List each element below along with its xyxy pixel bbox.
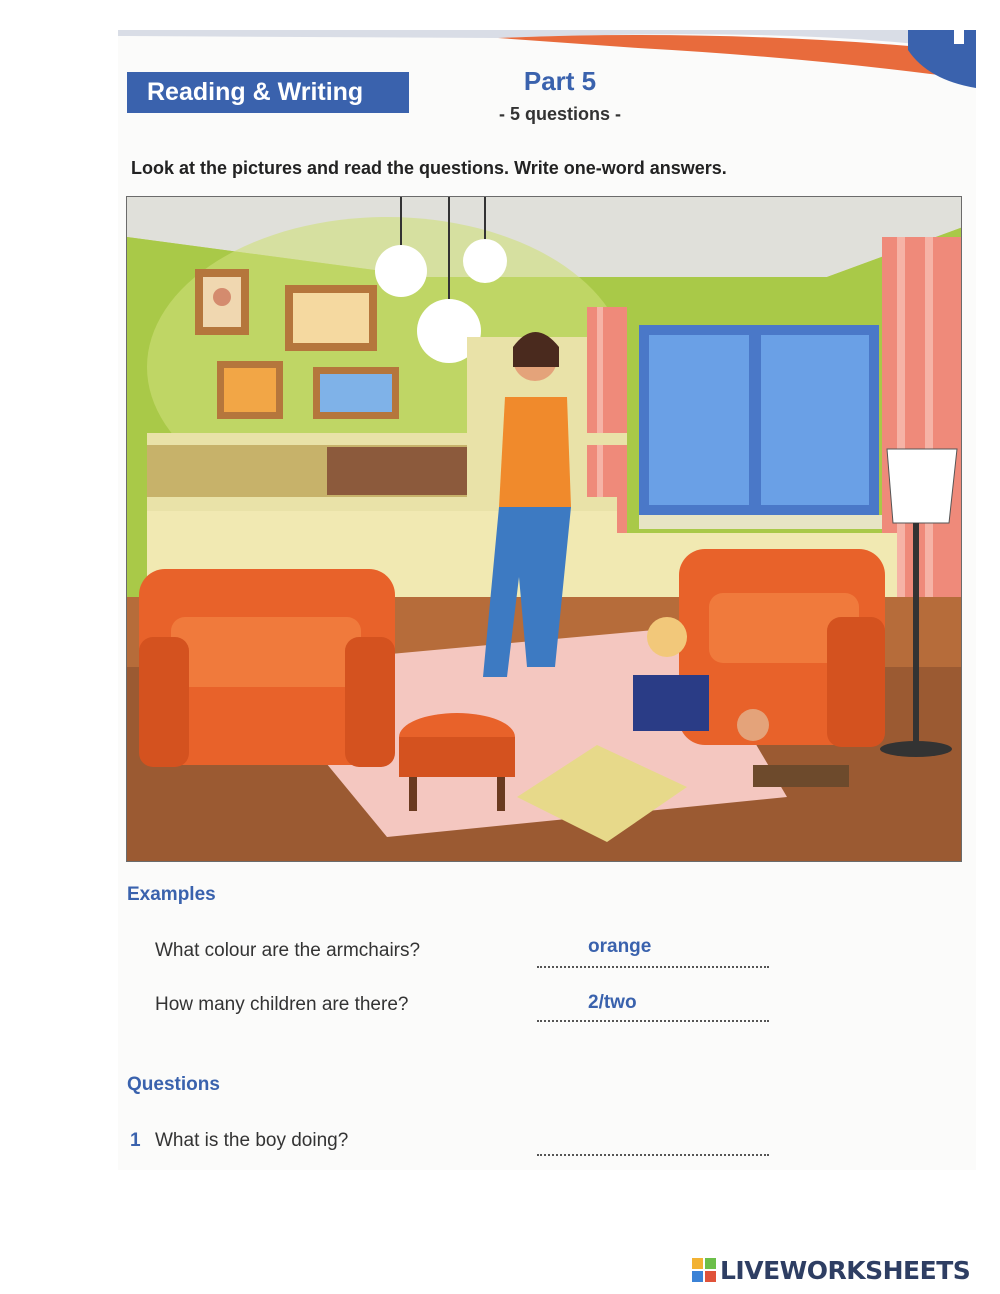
examples-heading: Examples bbox=[127, 884, 216, 905]
brand-mark-icon bbox=[692, 1258, 716, 1282]
question-number-1: 1 bbox=[130, 1130, 141, 1151]
question-1: What is the boy doing? bbox=[155, 1130, 349, 1151]
part-title: Part 5 bbox=[523, 66, 597, 96]
instruction-text: Look at the pictures and read the questions. Write one-word answers. bbox=[131, 158, 727, 178]
example-answer-line-2 bbox=[537, 998, 769, 1022]
living-room-illustration bbox=[126, 196, 962, 862]
example-answer-line-1 bbox=[537, 944, 769, 968]
section-label: Reading & Writing bbox=[127, 72, 409, 113]
liveworksheets-logo bbox=[692, 1252, 970, 1288]
example-question-2: How many children are there? bbox=[155, 994, 409, 1015]
example-answer-1: orange bbox=[588, 936, 652, 957]
brand-name: LIVEWORKSHEETS bbox=[720, 1255, 971, 1285]
part-subtitle: - 5 questions - bbox=[498, 104, 621, 124]
example-question-1: What colour are the armchairs? bbox=[155, 940, 421, 961]
questions-heading: Questions bbox=[127, 1074, 220, 1095]
answer-input-1[interactable] bbox=[537, 1132, 769, 1156]
example-answer-2: 2/two bbox=[588, 992, 637, 1013]
